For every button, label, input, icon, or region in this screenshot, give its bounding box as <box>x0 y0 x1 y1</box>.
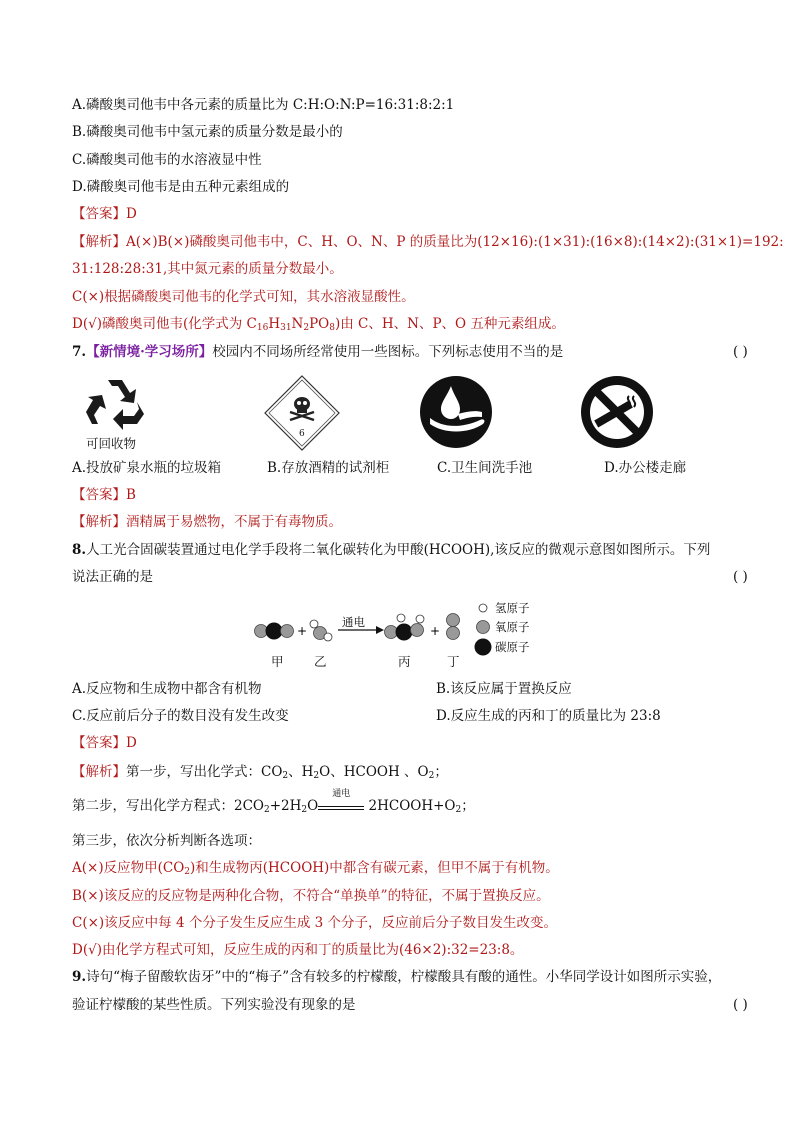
question-text: 人工光合固碳装置通过电化学手段将二氧化碳转化为甲酸(HCOOH),该反应的微观示意图如图所示。下列 <box>86 542 711 558</box>
q6-option-a: A.磷酸奥司他韦中各元素的质量比为 C:H:O:N:P=16:31:8:2:1 <box>72 97 455 113</box>
legend-carbon: 碳原子 <box>495 640 530 654</box>
water-drop-hand-icon <box>418 374 494 450</box>
answer-value: B <box>126 487 136 503</box>
q9-stem-line2: 验证柠檬酸的某些性质。下列实验没有现象的是 <box>72 997 356 1013</box>
q8-analysis-a: A(×)反应物甲$(CO_2)$和生成物丙(HCOOH)中都含有碳元素，但甲不属于有机物。 <box>72 860 559 877</box>
analysis-text: 酒精属于易燃物，不属于有毒物质。 <box>126 514 342 530</box>
q8-option-c: C.反应前后分子的数目没有发生改变 <box>72 708 289 724</box>
q7-option-c: C.卫生间洗手池 <box>437 460 533 476</box>
q8-analysis-d: D(√)由化学方程式可知，反应生成的丙和丁的质量比为(46×2):32=23:8。 <box>72 942 524 958</box>
q8-analysis-b: B(×)该反应的反应物是两种化合物，不符合“单换单”的特征，不属于置换反应。 <box>72 888 550 904</box>
toxic-sign <box>263 374 341 452</box>
label-bing: 丙 <box>398 654 411 669</box>
q8-answer <box>72 733 137 753</box>
q7-option-a: A.投放矿泉水瓶的垃圾箱 <box>72 460 222 476</box>
skull-crossbones-icon <box>263 374 341 452</box>
legend-hydrogen: 氢原子 <box>495 601 530 615</box>
q7-analysis <box>72 512 342 532</box>
label-jia: 甲 <box>271 654 284 669</box>
question-number: 7. <box>72 344 87 360</box>
q8-analysis-c: C(×)该反应中每 4 个分子发生反应生成 3 个分子，反应前后分子数目发生改变。 <box>72 915 558 931</box>
molecule-ding <box>447 614 460 640</box>
q6-option-c: C.磷酸奥司他韦的水溶液显中性 <box>72 152 262 168</box>
q8-analysis-step2: 第二步，写出化学方程式：$2CO_2+2H_2O$ 通电 $2HCOOH+O_2$； <box>72 789 475 815</box>
q8-answer-blank: ( ) <box>733 569 748 585</box>
context-tag: 【新情境·学习场所】 <box>86 344 213 360</box>
recycle-icon <box>82 374 148 434</box>
q8-analysis-step1: 【解析】第一步，写出化学式：$CO_2$、$H_2O$、HCOOH 、$O_2$； <box>72 764 448 781</box>
q6-option-b: B.磷酸奥司他韦中氢元素的质量分数是最小的 <box>72 124 343 140</box>
q8-option-a: A.反应物和生成物中都含有机物 <box>72 681 262 697</box>
answer-tag: 【答案】 <box>72 206 126 222</box>
recycle-sign <box>82 374 148 450</box>
q6-option-d: D.磷酸奥司他韦是由五种元素组成的 <box>72 179 290 195</box>
answer-value: D <box>126 206 137 222</box>
recycle-label: 可回收物 <box>86 436 137 451</box>
q8-stem-line1 <box>72 540 710 560</box>
svg-text:+: + <box>430 624 441 638</box>
q8-analysis-step3: 第三步，依次分析判断各选项： <box>72 833 261 849</box>
q6-analysis-line2: 31:128:28:31,其中氮元素的质量分数最小。 <box>72 261 343 277</box>
toxic-class-number: 6 <box>299 429 305 439</box>
q7-answer-blank: ( ) <box>733 344 748 360</box>
label-ding: 丁 <box>447 654 460 669</box>
question-text: 诗句“梅子留酸软齿牙”中的“梅子”含有较多的柠檬酸，柠檬酸具有酸的通性。小华同学设计如图所示实验， <box>86 969 722 985</box>
legend-oxygen: 氧原子 <box>495 620 530 634</box>
molecule-bing <box>385 614 425 641</box>
q6-analysis-line1 <box>72 232 784 252</box>
answer-tag: 【答案】 <box>72 487 126 503</box>
reaction-diagram <box>250 600 580 670</box>
analysis-tag: 【解析】 <box>72 514 126 530</box>
q7-option-d: D.办公楼走廊 <box>604 460 687 476</box>
molecule-jia <box>255 623 294 640</box>
label-yi: 乙 <box>314 654 327 669</box>
arrow-condition-label: 通电 <box>342 615 365 629</box>
q6-answer <box>72 204 137 224</box>
no-smoking-sign <box>579 374 655 450</box>
question-number: 8. <box>72 542 87 558</box>
q9-answer-blank: ( ) <box>733 997 748 1013</box>
molecule-diagram <box>250 600 580 670</box>
svg-text:+: + <box>297 624 308 638</box>
q7-answer <box>72 485 136 505</box>
question-number: 9. <box>72 969 87 985</box>
answer-tag: 【答案】 <box>72 735 126 751</box>
question-text: 校园内不同场所经常使用一些图标。下列标志使用不当的是 <box>212 344 564 360</box>
analysis-tag: 【解析】 <box>72 764 126 780</box>
analysis-text: A(×)B(×)磷酸奥司他韦中，C、H、O、N、P 的质量比为(12×16):(1×31):(16×8):(14×2):(31×1)=192: <box>126 234 784 250</box>
q6-analysis-line3: C(×)根据磷酸奥司他韦的化学式可知，其水溶液显酸性。 <box>72 289 415 305</box>
molecule-yi <box>310 620 332 641</box>
q7-option-b: B.存放酒精的试剂柜 <box>267 460 390 476</box>
q8-stem-line2: 说法正确的是 <box>72 569 153 585</box>
q8-option-d: D.反应生成的丙和丁的质量比为 23:8 <box>436 708 661 724</box>
q6-analysis-line4: D(√)磷酸奥司他韦(化学式为 $C_{16}H_{31}N_2PO_8$)由 C、H、N、P、O 五种元素组成。 <box>72 316 565 333</box>
analysis-tag: 【解析】 <box>72 234 126 250</box>
equation-condition: 通电 <box>318 797 364 810</box>
q7-stem <box>72 342 563 362</box>
q9-stem-line1 <box>72 967 721 987</box>
q8-option-b: B.该反应属于置换反应 <box>436 681 572 697</box>
no-smoking-icon <box>579 374 655 450</box>
answer-value: D <box>126 735 137 751</box>
water-saving-sign <box>418 374 494 450</box>
